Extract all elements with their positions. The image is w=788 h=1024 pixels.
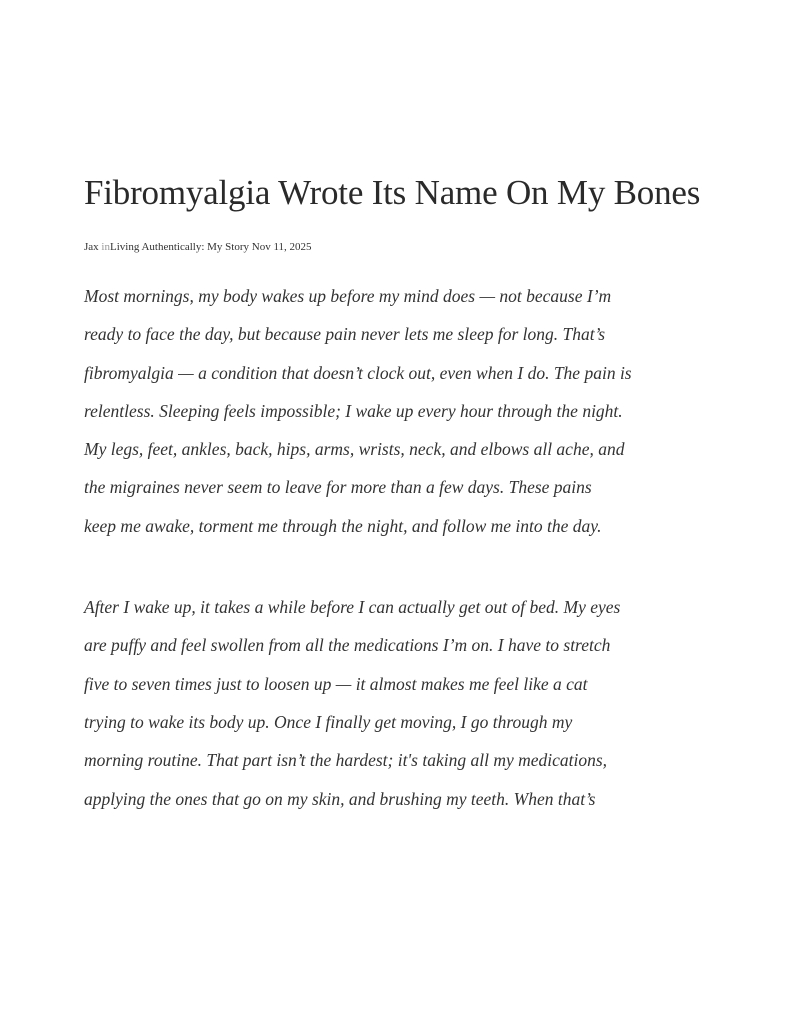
paragraph-line: My legs, feet, ankles, back, hips, arms, wrists, neck, and elbows all ache, and bbox=[84, 439, 625, 460]
paragraph-line: trying to wake its body up. Once I finally get moving, I go through my bbox=[84, 711, 573, 732]
paragraph bbox=[84, 277, 714, 545]
article-meta bbox=[84, 240, 714, 254]
paragraph-line: fibromyalgia — a condition that doesn’t clock out, even when I do. The pain is bbox=[84, 362, 632, 383]
article bbox=[84, 170, 714, 818]
paragraph bbox=[84, 588, 714, 818]
author-link[interactable]: Jax bbox=[84, 241, 99, 253]
paragraph-line: are puffy and feel swollen from all the medications I’m on. I have to stretch bbox=[84, 635, 611, 656]
paragraph-line: After I wake up, it takes a while before I can actually get out of bed. My eyes bbox=[84, 597, 621, 618]
meta-in-word: in bbox=[101, 241, 110, 253]
paragraph-line: five to seven times just to loosen up — it almost makes me feel like a cat bbox=[84, 673, 588, 694]
publication-link[interactable]: Living Authentically: My Story bbox=[109, 241, 250, 253]
article-title: Fibromyalgia Wrote Its Name On My Bones bbox=[84, 173, 701, 212]
paragraph-line: applying the ones that go on my skin, and brushing my teeth. When that’s bbox=[84, 788, 596, 809]
publish-date: Nov 11, 2025 bbox=[251, 241, 312, 253]
paragraph-line: the migraines never seem to leave for more than a few days. These pains bbox=[84, 477, 592, 498]
paragraph-line: relentless. Sleeping feels impossible; I wake up every hour through the night. bbox=[84, 400, 623, 421]
paragraph-line: morning routine. That part isn’t the hardest; it's taking all my medications, bbox=[84, 750, 608, 771]
article-body bbox=[84, 277, 714, 818]
paragraph-line: Most mornings, my body wakes up before my mind does — not because I’m bbox=[84, 286, 612, 306]
paragraph-line: keep me awake, torment me through the night, and follow me into the day. bbox=[84, 515, 602, 536]
paragraph-line: ready to face the day, but because pain never lets me sleep for long. That’s bbox=[84, 324, 606, 345]
